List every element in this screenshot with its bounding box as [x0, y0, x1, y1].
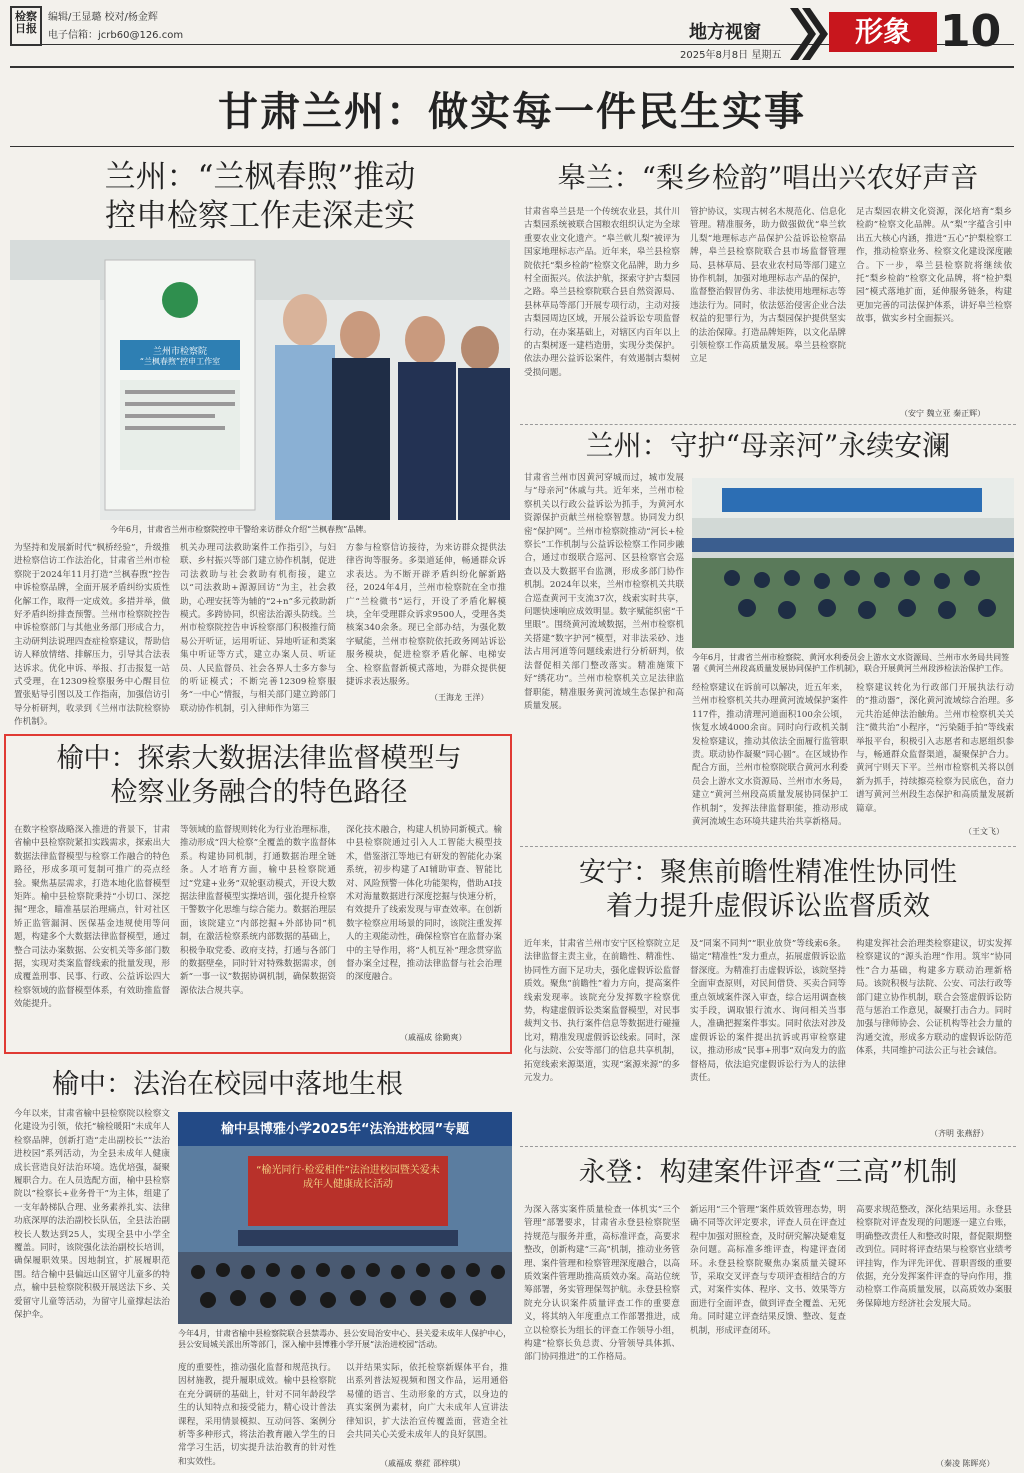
- article-column: 甘肃省兰州市因黄河穿城而过，城市发展与“母亲河”休戚与共。近年来，兰州市检察机关以行政公益诉讼为抓手，为黄河水资源保护贡献兰州检察智慧。协同发力织密“保护网”。兰州市检察院推动“河长+检察长”工作机制与公益诉讼检察工作同步融合，通过市级联合巡河、区县检察官会巡查以及大数据平台监测，形成多部门协作机制。2024年以来，兰州市检察机关共联合巡查黄河干支流37次，线索实时共享，问题快速响应成效明显。数字赋能织密“千里眼”。围绕黄河流域数据，兰州市检察机关搭建“数字护河”模型，对非法采砂、违法占用河道等问题线索进行分析研判，依法督促相关部门整改落实。精准施策下好“绣花功”。兰州市检察机关立足法律监督职能，精准服务黄河流域生态保护和高质量发展。: [524, 473, 684, 711]
- photo-banner-text: 榆中县博雅小学2025年“法治进校园”专题: [220, 1122, 470, 1137]
- page-number: 10: [940, 6, 1002, 57]
- divider: [520, 1146, 1016, 1147]
- photo-caption: 今年6月，甘肃省兰州市检察院、黄河水利委员会上游水文水资源局、兰州市水务局共同签署《黄河兰州段高质量发展协同保护工作机制》，联合开展黄河兰州段涉检法治保护工作。: [692, 653, 1010, 673]
- photo-caption: 今年4月，甘肃省榆中县检察院联合县禁毒办、县公安局治安中心、县关爱未成年人保护中心，县公安局城关派出所等部门，深入榆中县博雅小学开展“法治进校园”活动。: [178, 1329, 512, 1349]
- title-line: 榆中：法治在校园中落地生根: [52, 1069, 403, 1100]
- title-line: 安宁：聚焦前瞻性精准性协同性: [579, 857, 957, 888]
- page-name: 地方视窗: [689, 22, 761, 43]
- editors-line: 编辑/王显璐 校对/杨金辉: [48, 12, 158, 23]
- header-rule: [10, 66, 1014, 68]
- article-column: 检察建议转化为行政部门开展执法行动的“推动器”，深化黄河流域综合治理。多元共治延伸法治触角。兰州市检察机关关注“微共治”小程序，“污染随手拍”等线索举报平台，积极引入志愿者和志愿组织参与，畅通群众监督渠道，凝聚保护合力。黄河宁则天下平。兰州市检察机关将以创新为抓手，持续擦亮检察为民底色，奋力谱写黄河兰州段生态保护和高质量发展新篇章。: [856, 683, 1014, 814]
- title-line: 兰州：守护“母亲河”永续安澜: [585, 429, 951, 462]
- article-yellowriver-title: [520, 428, 1016, 463]
- byline: （戚福成 徐勤爽）: [400, 1033, 467, 1042]
- article-column: 在数字检察战略深入推进的背景下，甘肃省榆中县检察院紧扣实践需求，探索出大数据法律监督模型与检察工作融合的特色路径，形成多项可复制可推广的亮点经验。聚焦基层需求，打造本地化监督模型矩阵。榆中县检察院秉持“小切口、深挖掘”理念，瞄准基层治理痛点，针对社区矫正监管漏洞、医保基金违规使用等问题，构建多个大数据法律监督模型，通过整合司法办案数据、公安机关等多部门数据，实现对类案监督线索的批量发现，形成覆盖刑事、民事、行政、公益诉讼四大检察领域的监督模型体系，有效助推监督效能提升。: [14, 825, 170, 1010]
- article-bigdata-title: [14, 742, 504, 810]
- photo-signing-meeting: [692, 478, 1014, 648]
- decorative-stripes: [790, 8, 828, 60]
- article-anning-title: [520, 856, 1016, 924]
- byline: （安宁 魏立亚 秦正辉）: [900, 409, 986, 418]
- byline: （秦凌 陈晖亮）: [936, 1459, 995, 1468]
- title-line: 兰州：“兰枫春煦”推动: [104, 159, 416, 195]
- title-line: 皋兰：“梨乡检韵”唱出兴农好声音: [557, 161, 979, 194]
- article-column: 以并结果实际，依托检察新媒体平台，推出系列普法短视频和图文作品，运用通俗易懂的语言、生动形象的方式，以身边的真实案例为素材，向广大未成年人宣讲法律知识，扩大法治宣传覆盖面，营造全社会共同关心关爱未成年人的良好氛围。: [346, 1363, 508, 1441]
- byline: （戚福成 蔡荭 邵梓琪）: [380, 1459, 466, 1468]
- article-column: 管护协议，实现古树名木规范化、信息化管理。精准服务，助力做强做优“皋兰软儿梨”地理标志产品保护公益诉讼检察品牌，皋兰县检察院联合县市场监督管理局、县林草局、县农业农村局等部门建立协作机制，加强对地理标志产品的保护，监督整治假冒伪劣、非法使用地理标志等违法行为。同时，依法惩治侵害企业合法权益的犯罪行为，为古梨园保护提供坚实的法治保障。打造品牌矩阵，以文化品牌引领检察工作高质量发展。皋兰县检察院立足: [690, 207, 846, 365]
- article-column: 为坚持和发展新时代“枫桥经验”，升级推进检察信访工作法治化，甘肃省兰州市检察院于2024年11月打造“兰枫春煦”控告申诉检察品牌，全面开展矛盾纠纷实质性化解工作，取得一定成效。多措并举，做好矛盾纠纷排查预警。兰州市检察院控告申诉检察部门与其他业务部门形成合力，主动研判法说理四查症检察建议，帮助信访人释放情绪、排解压力，引导其合法表达诉求。优化申诉、举报、打击报复一站式受理，在12309检察服务中心醒目位置张贴导引图以及工作指南，加强信访引导分析研判，收录到《兰州市法院检察协作机制》。: [14, 543, 170, 728]
- title-line: 永登：构建案件评查“三高”机制: [578, 1157, 958, 1188]
- photo-illustration: [178, 1112, 512, 1324]
- newspaper-logo: 检察日报: [10, 6, 42, 46]
- board-subtitle: “兰枫春煦”控申工作室: [139, 357, 221, 366]
- article-gaolan-title: [520, 160, 1016, 195]
- article-column: 度的重要性，推动强化监督和规范执行。因材施教，提升履职成效。榆中县检察院在充分调研的基础上，针对不同年龄段学生的认知特点和接受能力，精心设计普法课程，采用情景模拟、互动问答、案例分析等多种形式，将法治教育融入学生的日常学习生活，切实提升法治教育的针对性和实效性。: [178, 1363, 336, 1467]
- divider: [520, 424, 1016, 425]
- photo-illustration: [10, 240, 510, 520]
- article-column: 经检察建议在诉前可以解决，近五年来，兰州市检察机关共办理黄河流域保护案件117件，推动清理河道面积100余公顷，恢复水域4000余亩。同时向行政机关制发检察建议，推动其依法全面履行监管职责。联动协作凝聚“同心圆”。在区域协作配合方面，兰州市检察院联合黄河水利委员会上游水文水资源局、兰州市水务局，建立“黄河兰州段高质量发展协同保护工作机制”，发挥法律监督职能，推动形成黄河流域生态环境共建共治共享新格局。: [692, 683, 848, 828]
- photo-caption: 今年6月，甘肃省兰州市检察院控申干警给来访群众介绍“兰枫春煦”品牌。: [110, 525, 372, 534]
- article-column: 近年来，甘肃省兰州市安宁区检察院立足法律监督主责主业，在前瞻性、精准性、协同性方面下足功夫，强化虚假诉讼监督质效。聚焦“前瞻性”着力方向，提高案件线索发现率。该院充分发挥数字检察优势，构建虚假诉讼类案监督模型，对民事裁判文书、执行案件信息等数据进行碰撞比对，精准发现虚假诉讼线索。同时，深化与法院、公安等部门的信息共享机制，拓宽线索来源渠道，实现“案源来源”的多元发力。: [524, 939, 680, 1084]
- byline: （王文飞）: [964, 827, 1004, 836]
- photo-illustration: [692, 478, 1014, 648]
- article-column: 高要求规范整改，深化结果运用。永登县检察院对评查发现的问题逐一建立台账，明确整改责任人和整改时限，督促限期整改到位。同时将评查结果与检察官业绩考评挂钩，作为评先评优、晋职晋级的重要依据，充分发挥案件评查的导向作用，推动检察工作高质量发展，以高质效办案服务保障地方经济社会发展大局。: [856, 1205, 1012, 1309]
- issue-date: 2025年8月8日 星期五: [680, 50, 782, 61]
- article-column: 构建发挥社会治理类检察建议，切实发挥检察建议的“源头治理”作用。筑牢“协同性”合力基础，构建多方联动治理新格局。该院积极与法院、公安、司法行政等部门建立协作机制，联合会签虚假诉讼防范与惩治工作意见，凝聚打击合力。同时加强与律师协会、公证机构等社会力量的沟通交流，形成多方联动的虚假诉讼防范体系，共同维护司法公正与社会诚信。: [856, 939, 1012, 1057]
- photo-board-text: “榆光同行·检爱相伴”法治进校园暨关爱未成年人健康成长活动: [256, 1165, 440, 1190]
- article-column: 深化技术融合，构建人机协同新模式。榆中县检察院通过引入人工智能大模型技术，借鉴浙江等地已有研发的智能化办案系统，初步构建了AI辅助审查、智能比对、风险预警一体化功能架构，借助AI技术对海量数据进行深度挖掘与快速分析，有效提升了线索发现与审查效率。在创新数字检察应用场景的同时，该院注重发挥人的主观能动性，确保检察官在监督办案中的主导作用，将“人机互补”理念贯穿监督办案全过程，推动法律监督与社会治理的深度融合。: [346, 825, 502, 983]
- title-line: 榆中：探索大数据法律监督模型与: [56, 743, 462, 774]
- board-title: 兰州市检察院: [152, 347, 207, 357]
- article-column: 足古梨园农耕文化资源，深化培育“梨乡检韵”检察文化品牌。从“梨”字蕴含引申出五大核心内涵，推进“五心”护梨检察工作，推动检察业务、检察文化建设深度融合。下一步，皋兰县检察院将继续依托“梨乡检韵”检察文化品牌，将“检护梨园”模式落地扩面，延伸服务链条，构建更加完善的司法保护体系，讲好皋兰检察故事，做实乡村全面振兴。: [856, 207, 1012, 325]
- title-line: 着力提升虚假诉讼监督质效: [606, 890, 930, 922]
- article-column: 甘肃省皋兰县是一个传统农业县，其什川古梨园系统被联合国粮农组织认定为全球重要农业文化遗产。“皋兰軟儿梨”被评为国家地理标志产品。近年来，皋兰县检察院依托“梨乡检韵”检察文化品牌，助力乡村全面振兴。依法护航，探索守护古梨园之路。皋兰县检察院联合县自然资源局、县林草局等部门开展专项行动，主动对接古梨园周边区域，开展公益诉讼专项监督行动，在办案基础上，对辖区内百年以上的古梨树逐一建档造册，实现分类保护。依法办理公益诉讼案件，有效遏制古梨树受损问题。: [524, 207, 680, 378]
- title-line: 检察业务融合的特色路径: [110, 776, 408, 808]
- article-school-law-title: [10, 1068, 510, 1102]
- byline: （齐明 张燕舒）: [930, 1129, 989, 1138]
- section-label: 形象: [829, 12, 937, 52]
- article-column: 及“同案不同判”“职业放贷”等线索6条。锚定“精准性”发力重点，拓展虚假诉讼监督深度。为精准打击虚假诉讼，该院坚持全面审查原则，对民间借贷、买卖合同等重点领域案件深入审查，综合运用调查核实手段，调取银行流水、询问相关当事人，准确把握案件事实。同时依法对涉及虚假诉讼的案件提出抗诉或再审检察建议，推动形成“民事+刑事”双向发力的监督格局，依法追究虚假诉讼行为人的法律责任。: [690, 939, 846, 1084]
- article-column: 机关办理司法救助案件工作指引》，与妇联、乡村振兴等部门建立协作机制，促进司法救助与社会救助有机衔接，建立以“司法救助+源源回访”为主，社会救助，心理安抚等为辅的“2+n”多元救助新模式。多跨协同，织密法治源头防线。兰州市检察院控告申诉检察部门积极推行简易公开听证，运用听证、异地听证和类案集中听证等方式，建立办案人员、听证员、人民监督员、社会各界人士多方参与的听证模式；不断完善12309检察服务“一中心”情报，与相关部门建立跨部门联动协作机制，引入律师作为第三: [180, 543, 336, 714]
- photo-procurators-board: [10, 240, 510, 520]
- main-headline: 甘肃兰州：做实每一件民生实事: [218, 88, 806, 135]
- headline-rule: [10, 146, 1014, 147]
- article-column: 为深入落实案件质量检查一体机实“三个管理”部署要求，甘肃省永登县检察院坚持规范与服务并重，高标准评查，高要求整改，创新构建“三高”机制，推动业务管理、案件管理和检察管理深度融合，以高质效案件管理助推高质效办案。高站位统筹部署，务实管理保驾护航。永登县检察院充分认识案件质量评查工作的重要意义，将其纳入年度重点工作部署推进，成立以检察长为组长的评查工作领导小组，构建“检察长负总责、分管领导具体抓、部门协同推进”的工作格局。: [524, 1205, 680, 1363]
- article-column: 方参与检察信访接待，为来访群众提供法律咨询等服务。多渠道延伸，畅通群众诉求表达。为不断开辟矛盾纠纷化解新路径，2024年4月，兰州市检察院在全市推广“兰检微书”运行，开设了矛盾化解模块，全年受理群众诉求9500人，受理各类核案340余条。现已全部办结，为强化数字赋能，兰州市检察院依托政务网站诉讼服务模块，促进检察矛盾化解、电梯安全、检察监督新模式落地，为群众提供便捷诉求表达服务。: [346, 543, 506, 688]
- photo-school-event: [178, 1112, 512, 1324]
- article-column: 新运用“三个管理”案件质效管理态势，明确不同等次评定要求，评查人员在评查过程中加强对照检查，及时研究解决疑难复杂问题。高标准多维评查，构建评查闭环。永登县检察院聚焦办案质量关键环节，采取交叉评查与专项评查相结合的方式，对案件实体、程序、文书、效果等方面进行全面评查，做到评查全覆盖、无死角。同时建立评查结果反馈、整改、复查机制，形成评查闭环。: [690, 1205, 846, 1336]
- article-column: 等领域的监督规则转化为行业治理标准，推动形成“四大检察”全覆盖的数字监督体系。构建协同机制，打通数据治理全链条。人才培育方面，榆中县检察院通过“党建+业务”双轮驱动模式，开设大数据法律监督模型实操培训，强化提升检察干警数字化思维与综合能力。数据治理层面，该院建立“内部挖掘+外部协同”机制，在激活检察系统内部数据的基础上，积极争取党委、政府支持，打通与各部门的数据壁垒，同时针对特殊数据需求，创新“一事一议”数据协调机制，确保数据资源依法合规共享。: [180, 825, 336, 996]
- title-line: 控申检察工作走深走实: [105, 197, 415, 234]
- article-yongdeng-title: [520, 1156, 1016, 1190]
- byline: （王海龙 王洋）: [430, 693, 489, 702]
- article-column: 今年以来，甘肃省榆中县检察院以检察文化建设为引领，依托“榆检暖阳”未成年人检察品牌，创新打造“走出副校长”“法治进校园”系列活动，为全县未成年人健康成长营造良好法治环境。选优培强，凝聚履职合力。在人员选配方面，榆中县检察院以“检察长+业务骨干”为主体，组建了一支年龄梯队合理、业务素养扎实、法律功底深厚的法治副校长队伍，全县法治副校长人数达到25人，实现全县中小学全覆盖。同时，该院强化法治副校长培训，确保履职效果。因地制宜，扩展履职范围。结合榆中县偏远山区留守儿童多的特点，榆中县检察院积极开展送法下乡、关爱留守儿童等活动，为留守儿童撑起法治保护伞。: [14, 1109, 170, 1321]
- divider: [520, 846, 1016, 847]
- email-line: 电子信箱：jcrb60@126.com: [48, 30, 184, 41]
- article-lanzhou-petition-title: [10, 158, 510, 236]
